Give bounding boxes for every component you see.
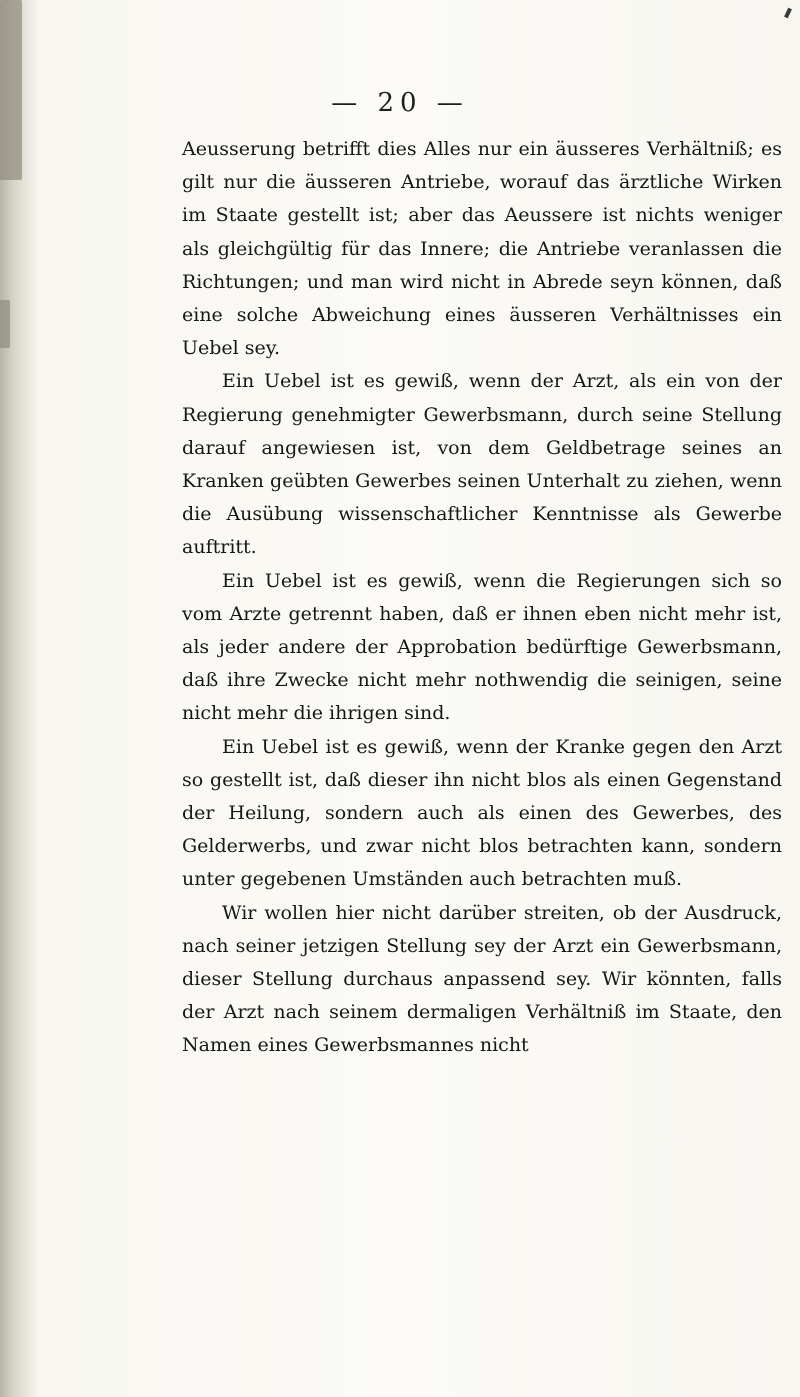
paragraph-1: Aeusserung betrifft dies Alles nur ein äusseres Verhältniß; es gilt nur die äusseren Antriebe, worauf das ärztliche Wirken im Staate gestellt ist; aber das Aeussere ist nichts weniger als gleichgültig für das Innere; die Antriebe veranlassen die Richtungen; und man wird nicht in Abrede seyn können, daß eine solche Abweichung eines äusseren Verhältnisses ein Uebel sey.: [182, 138, 782, 360]
corner-mark: [784, 8, 792, 19]
paragraph-4: Ein Uebel ist es gewiß, wenn der Kranke gegen den Arzt so gestellt ist, daß dieser ihn nicht blos als einen Gegenstand der Heilung, sondern auch als einen des Gewerbes, des Gelderwerbs, und zwar nicht blos betrachten kann, sondern unter gegebenen Umständen auch betrachten muß.: [182, 735, 782, 891]
page-number: — 20 —: [331, 88, 469, 118]
paragraph-5: Wir wollen hier nicht darüber streiten, ob der Ausdruck, nach seiner jetzigen Stellung sey der Arzt ein Gewerbsmann, dieser Stellung durchaus anpassend sey. Wir könnten, falls der Arzt nach seinem dermaligen Verhältniß im Staate, den Namen eines Gewerbsmannes nicht: [182, 901, 782, 1057]
paragraph-2: Ein Uebel ist es gewiß, wenn der Arzt, als ein von der Regierung genehmigter Gewerbsmann, durch seine Stellung darauf angewiesen ist, von dem Geldbetrage seines an Kranken geübten Gewerbes seinen Unterhalt zu ziehen, wenn die Ausübung wissenschaftlicher Kenntnisse als Gewerbe auftritt.: [182, 370, 782, 559]
page-left-edge: [0, 0, 40, 1397]
paragraph-3: Ein Uebel ist es gewiß, wenn die Regierungen sich so vom Arzte getrennt haben, daß er ihnen eben nicht mehr ist, als jeder andere der Approbation bedürftige Gewerbsmann, daß ihre Zwecke nicht mehr nothwendig die seinigen, seine nicht mehr die ihrigen sind.: [182, 569, 782, 725]
edge-mark-middle: [0, 300, 10, 348]
body-text: [182, 133, 782, 1063]
